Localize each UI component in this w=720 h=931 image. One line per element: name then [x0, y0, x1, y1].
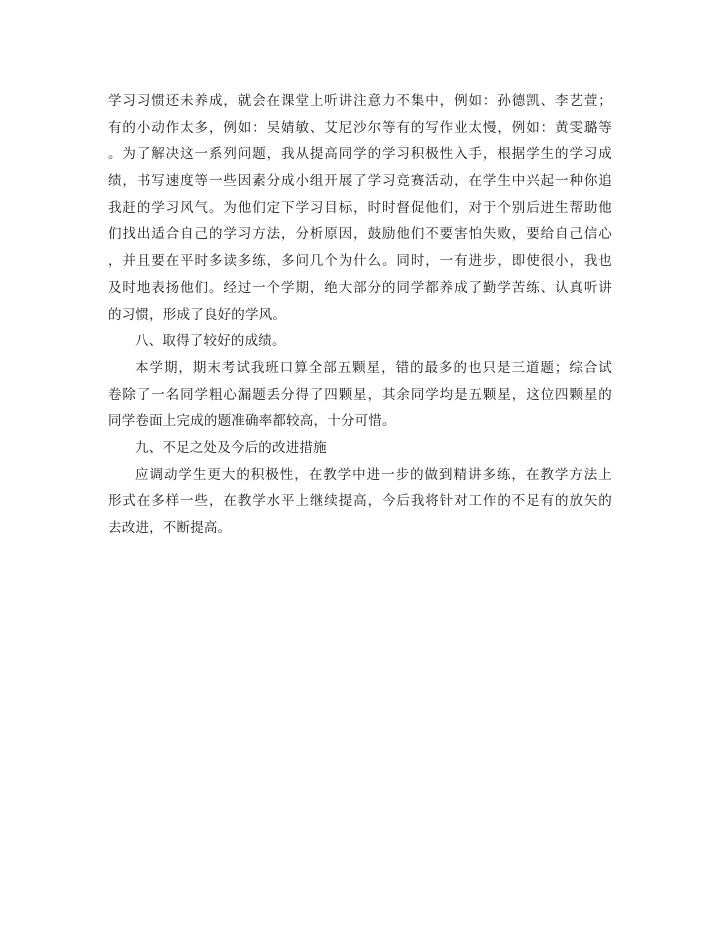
text-line: 们找出适合自己的学习方法，分析原因，鼓励他们不要害怕失败，要给自己信心: [108, 226, 612, 243]
section-heading-results: [108, 328, 612, 355]
text-line: 应调动学生更大的积极性，在教学中进一步的做到精讲多练，在教学方法上: [135, 466, 612, 483]
text-line: 形式在多样一些，在教学水平上继续提高，今后我将针对工作的不足有的放矢的: [108, 493, 612, 510]
text-line: 学习习惯还未养成，就会在课堂上听讲注意力不集中，例如：孙德凯、李艺萱；: [108, 93, 612, 109]
text-line: 我赶的学习风气。为他们定下学习目标，时时督促他们，对于个别后进生帮助他: [108, 199, 612, 216]
document-body: [108, 88, 612, 542]
text-line: 本学期，期末考试我班口算全部五颗星，错的最多的也只是三道题；综合试: [135, 359, 612, 376]
text-line: 有的小动作太多，例如：吴婧敏、艾尼沙尔等有的写作业太慢，例如：黄雯璐等: [108, 119, 612, 136]
text-line: 的习惯，形成了良好的学风。: [108, 306, 287, 323]
text-line: 绩，书写速度等一些因素分成小组开展了学习竞赛活动，在学生中兴起一种你追: [108, 173, 612, 190]
heading-text: 八、取得了较好的成绩。: [135, 333, 286, 350]
heading-text: 九、不足之处及今后的改进措施: [135, 439, 327, 456]
text-line: 及时地表扬他们。经过一个学期，绝大部分的同学都养成了勤学苦练、认真听讲: [108, 279, 612, 296]
text-line: 卷除了一名同学粗心漏题丢分得了四颗星，其余同学均是五颗星，这位四颗星的: [108, 386, 612, 403]
section-heading-improvements: [108, 435, 612, 462]
text-line: 同学卷面上完成的题准确率都较高，十分可惜。: [108, 413, 396, 430]
text-line: ，并且要在平时多读多练，多问几个为什么。同时，一有进步，即使很小，我也: [108, 253, 612, 270]
paragraph-study-habits: [108, 88, 612, 328]
paragraph-improvements: [108, 462, 612, 542]
paragraph-results: [108, 355, 612, 435]
text-line: 。为了解决这一系列问题，我从提高同学的学习积极性入手，根据学生的学习成: [108, 146, 612, 163]
text-line: 去改进，不断提高。: [108, 520, 232, 536]
